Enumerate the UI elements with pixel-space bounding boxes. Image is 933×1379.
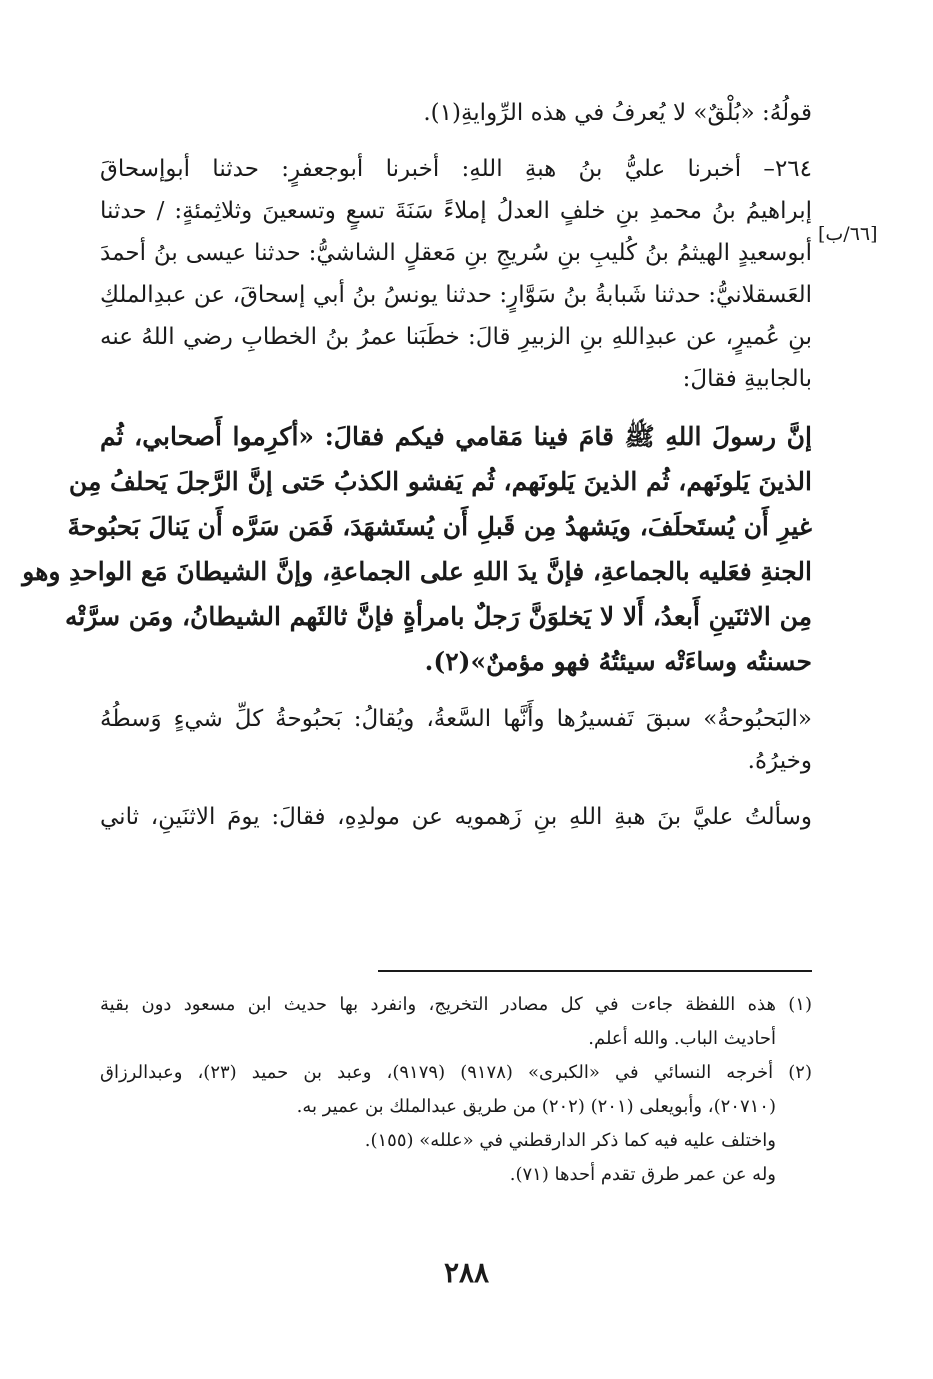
page-body [22, 92, 812, 838]
footnote-line: وله عن عمر طرق تقدم أحدها (٧١). [509, 1164, 776, 1185]
footnote-line: أحاديث الباب. والله أعلم. [588, 1028, 776, 1049]
footnote-line: واختلف عليه فيه كما ذكر الدارقطني في «علله» (١٥٥). [364, 1130, 776, 1151]
footnote-line: (٢٠٧١٠)، وأبويعلى (٢٠١) (٢٠٢) من طريق عبدالملك بن عمير به. [296, 1096, 776, 1117]
text-line: إنَّ رسولَ اللهِ ﷺ قامَ فينا مَقامي فيكم فقالَ: «أكرِموا أَصحابي، ثُم [100, 422, 812, 451]
text-line: بنِ عُميرٍ، عن عبدِاللهِ بنِ الزبيرِ قالَ: خطَبَنا عمرُ بنُ الخطابِ رضي اللهُ عنه [100, 324, 812, 350]
paragraph-birth [100, 796, 812, 838]
footnote-separator [378, 970, 812, 972]
paragraph-explanation [100, 698, 812, 782]
page-number: ٢٨٨ [443, 1256, 490, 1289]
text-line: وخيرُهُ. [747, 748, 812, 774]
text-line: الجنةِ فعَليه بالجماعةِ، فإنَّ يدَ اللهِ على الجماعةِ، وإنَّ الشيطانَ مَع الواحدِ وهو [22, 557, 812, 586]
text-line: الذينَ يَلونَهم، ثُم الذينَ يَلونَهم، ثُم يَفشو الكذبُ حَتى إنَّ الرَّجلَ يَحلفُ مِن [68, 467, 812, 496]
text-line: وسألتُ عليَّ بنَ هبةِ اللهِ بنِ زَهمويه عن مولدِهِ، فقالَ: يومَ الاثنَينِ، ثاني [100, 804, 812, 830]
text-line: قولُهُ: «بُلْقٌ» لا يُعرفُ في هذه الرِّوايةِ(١). [423, 100, 812, 126]
footnote-line: (٢) أخرجه النسائي في «الكبرى» (٩١٧٨) (٩١٧٩)، وعبد بن حميد (٢٣)، وعبدالرزاق [100, 1062, 812, 1083]
margin-folio-note: [٦٦/ب] [818, 223, 878, 245]
paragraph-isnad [100, 148, 812, 400]
text-line: العَسقلانيُّ: حدثنا شَبابةُ بنُ سَوَّارٍ: حدثنا يونسُ بنُ أبي إسحاقَ، عن عبدِالملكِ [100, 282, 812, 308]
text-line: «البَحبُوحةُ» سبقَ تَفسيرُها وأَنَّها السَّعةُ، ويُقالُ: بَحبُوحةُ كلِّ شيءٍ وَسطُهُ [100, 706, 812, 732]
text-line: حسنتُه وساءَتْه سيئتُهُ فهو مؤمنٌ»(٢). [424, 647, 812, 676]
text-line: أبوسعيدٍ الهيثمُ بنُ كُليبِ بنِ سُريجِ بنِ مَعقلٍ الشاشيُّ: حدثنا عيسى بنُ أحمدَ [100, 240, 812, 266]
text-line: مِن الاثنَينِ أَبعدُ، أَلا لا يَخلوَنَّ رَجلٌ بامرأةٍ فإنَّ ثالثَهم الشيطانُ، ومَن سرَّتْه [64, 602, 812, 631]
footnote-line: (١) هذه اللفظة جاءت في كل مصادر التخريج، وانفرد بها حديث ابن مسعود دون بقية [100, 994, 812, 1015]
text-line: غيرِ أَن يُستَحلَفَ، ويَشهدُ مِن قَبلِ أَن يُستَشهَدَ، فَمَن سَرَّه أَن يَنالَ بَحبُوحةَ [67, 512, 812, 541]
text-line: ٢٦٤– أخبرنا عليُّ بنُ هبةِ اللهِ: أخبرنا أبوجعفرٍ: حدثنا أبوإسحاقَ [100, 156, 812, 182]
text-line: بالجابيةِ فقالَ: [682, 366, 812, 392]
paragraph-hadith [22, 414, 812, 684]
text-line: إبراهيمُ بنُ محمدِ بنِ خلفٍ العدلُ إملاءً سَنَةَ تسعٍ وتسعينَ وثلاثِمئةٍ: / حدثنا [100, 198, 812, 224]
footnotes [100, 988, 812, 1192]
paragraph-intro [100, 92, 812, 134]
